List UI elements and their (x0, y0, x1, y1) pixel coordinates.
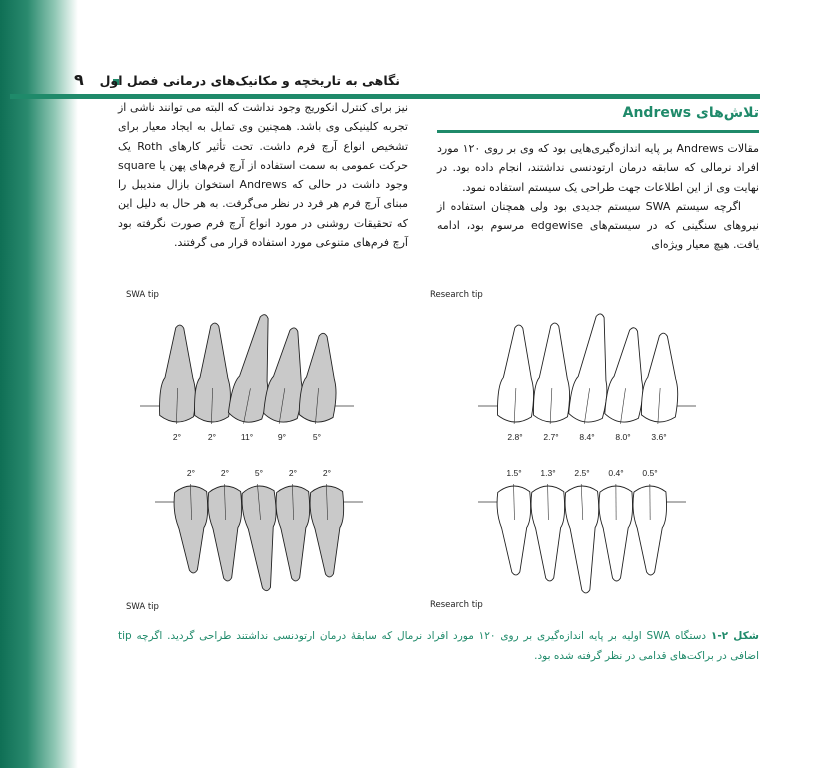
section-paragraph-2: اگرچه سیستم SWA سیستم جدیدی بود ولی همچنان استفاده از نیروهای سنگینی که در سیستم‌های edgewise مرسوم بود، ادامه یافت. هیچ معیار ویژه‌ای (437, 199, 759, 252)
figure-bottom-left (120, 462, 380, 622)
tip-angle-label: 2° (207, 432, 217, 442)
tip-angle-label: 2.7° (543, 432, 559, 442)
figure-label: Research tip (430, 600, 483, 610)
tooth (298, 332, 341, 426)
tip-angle-label: 3.6° (651, 432, 667, 442)
tip-angle-label: 0.5° (642, 468, 658, 478)
tooth (640, 332, 681, 425)
section-title: تلاش‌های Andrews (622, 105, 759, 121)
tooth (173, 483, 210, 573)
tip-angle-label: 2° (186, 468, 196, 478)
page-spine-band (0, 0, 78, 768)
section-rule (437, 130, 759, 133)
page-number: ۹ (74, 70, 84, 89)
teeth-drawing-bottom-left (120, 462, 380, 622)
caption-text: دستگاه SWA اولیه بر پایه اندازه‌گیری بر روی ۱۲۰ مورد افراد نرمال که سابقهٔ درمان ارتودنسی نداشتند طراحی گردید. اگرچه tip اضافی در براکت‌های قدامی در نظر گرفته شده بود. (118, 630, 759, 662)
caption-number: شکل ۲-۱ (710, 630, 759, 642)
left-column-text: نیز برای کنترل انکوریج وجود نداشت که البته می توانند ناشی از تجربه کلینیکی وی باشد. همچنین وی تمایل به ایجاد معیار برای تشخیص انواع آرچ فرم داشت. تحت تأثیر کارهای Roth یک حرکت عمومی به سمت استفاده از آرچ فرم‌های پهن یا square وجود داشت در حالی که Andrews استخوان بازال مندیبل را مبنای آرچ فرم هر فرد در نظر می‌گرفت. به هر حال به دلیل این که تحقیقات روشنی در مورد انواع آرچ فرم صورت نگرفته بود آرچ فرم‌های متنوعی مورد استفاده قرار می گرفتند. (118, 101, 408, 250)
figure-label: SWA tip (126, 290, 159, 300)
teeth-drawing-top-right (428, 288, 728, 448)
tip-angle-label: 2.8° (507, 432, 523, 442)
tip-angle-label: 2.5° (574, 468, 590, 478)
tip-angle-label: 8.4° (579, 432, 595, 442)
tooth (564, 483, 602, 593)
tooth (207, 483, 244, 581)
section-paragraph-1: مقالات Andrews بر پایه اندازه‌گیری‌هایی بود که وی بر روی ۱۲۰ مورد افراد نرمالی که سابقه درمان ارتودنسی نداشتند، انجام داده بود. در نهایت وی از این اطلاعات جهت طراحی یک سیستم استفاده نمود. (437, 142, 759, 194)
tooth (599, 484, 633, 581)
figure-label: SWA tip (126, 602, 159, 612)
tip-angle-label: 5° (312, 432, 322, 442)
figure-label: Research tip (430, 290, 483, 300)
tip-angle-label: 8.0° (615, 432, 631, 442)
tooth (497, 484, 533, 576)
teeth-drawing-bottom-right (428, 462, 728, 622)
tooth (633, 484, 667, 575)
tooth (159, 324, 198, 424)
tooth (533, 322, 573, 425)
tip-angle-label: 2° (322, 468, 332, 478)
running-title: نگاهی به تاریخچه و مکانیک‌های درمانی فصل اول (99, 73, 400, 88)
tip-angle-label: 2° (288, 468, 298, 478)
tip-angle-label: 2° (220, 468, 230, 478)
tooth (309, 483, 346, 577)
tip-angle-label: 9° (277, 432, 287, 442)
tooth (275, 483, 312, 581)
tip-angle-label: 5° (254, 468, 264, 478)
teeth-drawing-top-left (120, 288, 380, 448)
tip-angle-label: 1.3° (540, 468, 556, 478)
tooth (497, 324, 537, 425)
tip-angle-label: 2° (172, 432, 182, 442)
figure-caption (118, 626, 759, 666)
tooth (531, 484, 567, 582)
tooth (194, 322, 233, 424)
page-header (0, 0, 838, 100)
figure-top-right (428, 288, 728, 448)
figure-top-left (120, 288, 380, 448)
figure-bottom-right (428, 462, 728, 622)
tip-angle-label: 1.5° (506, 468, 522, 478)
right-column (437, 139, 759, 255)
tip-angle-label: 11° (240, 432, 254, 442)
tip-angle-label: 0.4° (608, 468, 624, 478)
